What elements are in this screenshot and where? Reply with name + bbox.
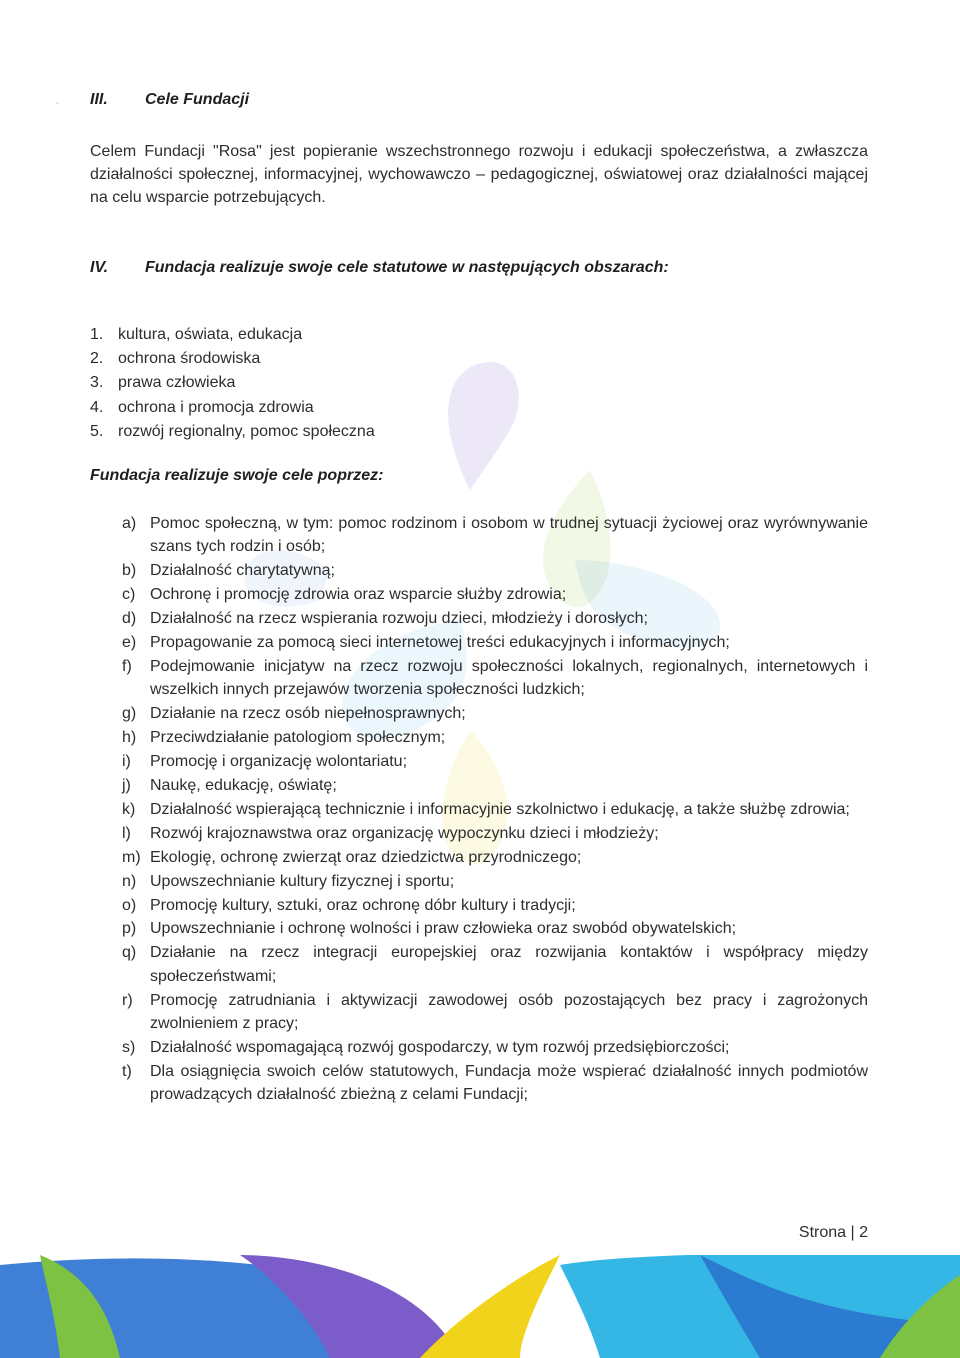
list-item: f) Podejmowanie inicjatyw na rzecz rozwoju społeczności lokalnych, regionalnych, internetowych i wszelkich innych przejawów tworzenia społeczności ludzkich; [122, 657, 868, 699]
section-3-body: Celem Fundacji "Rosa" jest popieranie wszechstronnego rozwoju i edukacji społeczeństwa, a zwłaszcza działalności społecznej, informacyjnej, wychowawczo – pedagogicznej, oświatowej oraz działalności mającej na celu wsparcie potrzebujących. [90, 143, 868, 206]
page-number: Strona | 2 [798, 1224, 868, 1241]
list-item: k) Działalność wspierającą technicznie i informacyjnie szkolnictwo i edukację, a także służbę zdrowia; [122, 800, 850, 818]
list-item: 3. prawa człowieka [90, 374, 236, 392]
list-item: 2. ochrona środowiska [90, 350, 261, 368]
list-item: i) Promocję i organizację wolontariatu; [122, 753, 408, 771]
areas-list [90, 323, 375, 444]
list-item: l) Rozwój krajoznawstwa oraz organizację wypoczynku dzieci i młodzieży; [122, 824, 659, 842]
means-list [122, 512, 868, 1107]
list-item: g) Działanie na rzecz osób niepełnosprawnych; [122, 705, 466, 723]
section-4-number: IV. [90, 259, 109, 276]
list-item: 5. rozwój regionalny, pomoc społeczna [90, 422, 375, 440]
section-3-title: Cele Fundacji [145, 91, 250, 108]
list-item: p) Upowszechnianie i ochronę wolności i praw człowieka oraz swobód obywatelskich; [122, 920, 737, 938]
footer-decoration [0, 1255, 960, 1358]
list-item: j) Naukę, edukację, oświatę; [122, 776, 337, 794]
list-item: d) Działalność na rzecz wspierania rozwoju dzieci, młodzieży i dorosłych; [122, 610, 648, 628]
section-4-title: Fundacja realizuje swoje cele statutowe w następujących obszarach: [145, 259, 669, 276]
list-item: o) Promocję kultury, sztuki, oraz ochronę dóbr kultury i tradycji; [122, 896, 576, 914]
means-heading: Fundacja realizuje swoje cele poprzez: [90, 467, 384, 484]
list-item: b) Działalność charytatywną; [122, 562, 335, 580]
margin-mark: - [56, 98, 60, 109]
list-item: 4. ochrona i promocja zdrowia [90, 398, 314, 416]
list-item: h) Przeciwdziałanie patologiom społecznym; [122, 729, 446, 747]
list-item: t) Dla osiągnięcia swoich celów statutowych, Fundacja może wspierać działalność innych podmiotów prowadzących działalność zbieżną z celami Fundacji; [122, 1062, 868, 1104]
section-3-heading [90, 91, 249, 109]
list-item: m) Ekologię, ochronę zwierząt oraz dziedzictwa przyrodniczego; [122, 848, 582, 866]
section-3-number: III. [90, 91, 108, 108]
list-item: q) Działanie na rzecz integracji europejskiej oraz rozwijania kontaktów i współpracy między społeczeństwami; [122, 944, 868, 985]
list-item: r) Promocję zatrudniania i aktywizacji zawodowej osób pozostających bez pracy i zagrożonych zwolnieniem z pracy; [122, 991, 868, 1033]
list-item: 1. kultura, oświata, edukacja [90, 326, 303, 343]
list-item: e) Propagowanie za pomocą sieci internetowej treści edukacyjnych i informacyjnych; [122, 634, 730, 652]
section-4-heading [90, 259, 669, 277]
list-item: c) Ochronę i promocję zdrowia oraz wsparcie służby zdrowia; [122, 586, 567, 604]
list-item: a) Pomoc społeczną, w tym: pomoc rodzinom i osobom w trudnej sytuacji życiowej oraz wyrównywanie szans tych rodzin i osób; [122, 515, 868, 556]
list-item: s) Działalność wspomagającą rozwój gospodarczy, w tym rozwój przedsiębiorczości; [122, 1038, 730, 1056]
list-item: n) Upowszechnianie kultury fizycznej i sportu; [122, 872, 455, 890]
